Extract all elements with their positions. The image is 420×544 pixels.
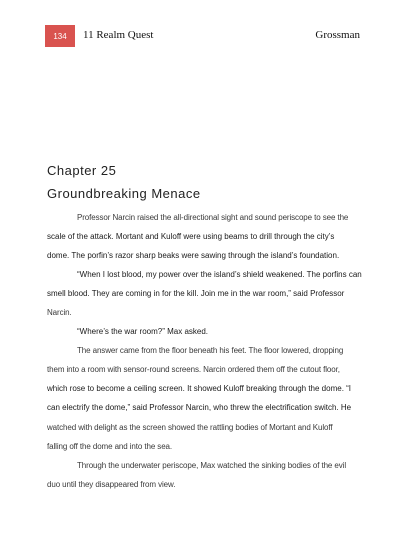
body-line: falling off the dome and into the sea. bbox=[47, 441, 173, 451]
body-line: dome. The porfin’s razor sharp beaks were sawing through the island’s foundation. bbox=[47, 250, 340, 260]
book-title: 11 Realm Quest bbox=[83, 29, 154, 41]
chapter-number: Chapter 25 bbox=[47, 163, 117, 178]
chapter-title: Groundbreaking Menace bbox=[47, 186, 201, 201]
body-line: Professor Narcin raised the all-directional sight and sound periscope to see the bbox=[77, 212, 349, 222]
body-line: Through the underwater periscope, Max watched the sinking bodies of the evil bbox=[77, 460, 347, 470]
body-line: “When I lost blood, my power over the island’s shield weakened. The porfins can bbox=[77, 269, 362, 279]
author-name: Grossman bbox=[315, 29, 360, 41]
body-line: them into a room with sensor-round screens. Narcin ordered them off the cutout floor, bbox=[47, 365, 340, 375]
body-line: watched with delight as the screen showed the rattling bodies of Mortant and Kuloff bbox=[47, 422, 333, 432]
body-line: Narcin. bbox=[47, 308, 72, 318]
body-line: scale of the attack. Mortant and Kuloff were using beams to drill through the city’s bbox=[47, 231, 335, 241]
page-number-badge: 134 bbox=[45, 25, 75, 47]
chapter-body bbox=[47, 208, 377, 494]
body-line: can electrify the dome,” said Professor Narcin, who threw the electrification switch. He bbox=[47, 403, 352, 413]
body-line: duo until they disappeared from view. bbox=[47, 479, 176, 489]
body-line: which rose to become a ceiling screen. It showed Kuloff breaking through the dome. “I bbox=[47, 384, 352, 394]
body-line: The answer came from the floor beneath his feet. The floor lowered, dropping bbox=[77, 346, 344, 356]
body-line: “Where’s the war room?” Max asked. bbox=[77, 327, 209, 337]
body-line: smell blood. They are coming in for the kill. Join me in the war room,” said Professor bbox=[47, 288, 345, 298]
